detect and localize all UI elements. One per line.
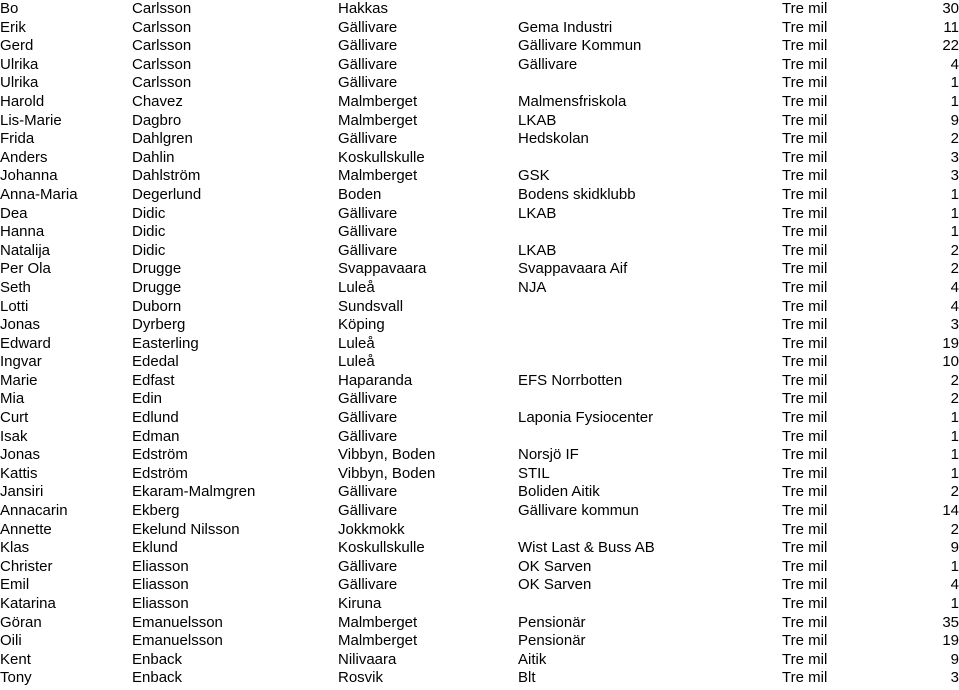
count-cell: 1 — [950, 223, 959, 241]
table-row — [0, 316, 959, 335]
last-name-cell: Edman — [132, 427, 180, 445]
place-cell: Koskullskulle — [338, 148, 425, 166]
club-cell: LKAB — [518, 204, 557, 222]
count-cell: 4 — [950, 55, 959, 73]
place-cell: Malmberget — [338, 167, 418, 185]
first-name-cell: Harold — [0, 92, 45, 110]
table-row — [0, 353, 959, 372]
first-name-cell: Lis-Marie — [0, 111, 62, 129]
race-cell: Tre mil — [782, 278, 828, 296]
last-name-cell: Carlsson — [132, 37, 192, 55]
place-cell: Gällivare — [338, 204, 398, 222]
place-cell: Gällivare — [338, 223, 398, 241]
first-name-cell: Edward — [0, 334, 51, 352]
table-row — [0, 558, 959, 577]
count-cell: 2 — [950, 260, 959, 278]
table-row — [0, 521, 959, 540]
count-cell: 19 — [942, 334, 959, 352]
club-cell: LKAB — [518, 111, 557, 129]
last-name-cell: Chavez — [132, 92, 183, 110]
count-cell: 4 — [950, 278, 959, 296]
race-cell: Tre mil — [782, 669, 828, 687]
first-name-cell: Emil — [0, 576, 30, 594]
count-cell: 1 — [950, 204, 959, 222]
club-cell — [518, 223, 782, 242]
first-name-cell: Marie — [0, 371, 38, 389]
club-cell: Gällivare — [518, 55, 578, 73]
table-row — [0, 260, 959, 279]
table-row — [0, 576, 959, 595]
club-cell — [518, 74, 782, 93]
table-row — [0, 539, 959, 558]
race-cell: Tre mil — [782, 632, 828, 650]
place-cell: Svappavaara — [338, 260, 427, 278]
last-name-cell: Ekelund Nilsson — [132, 520, 240, 538]
race-cell: Tre mil — [782, 55, 828, 73]
last-name-cell: Emanuelsson — [132, 632, 223, 650]
table-row — [0, 19, 959, 38]
first-name-cell: Oili — [0, 632, 22, 650]
last-name-cell: Carlsson — [132, 55, 192, 73]
last-name-cell: Emanuelsson — [132, 613, 223, 631]
first-name-cell: Seth — [0, 278, 31, 296]
last-name-cell: Drugge — [132, 278, 182, 296]
table-row — [0, 279, 959, 298]
first-name-cell: Christer — [0, 557, 53, 575]
first-name-cell: Göran — [0, 613, 42, 631]
table-row — [0, 56, 959, 75]
club-cell: Pensionär — [518, 613, 586, 631]
last-name-cell: Dahlström — [132, 167, 201, 185]
table-row — [0, 372, 959, 391]
count-cell: 1 — [950, 409, 959, 427]
place-cell: Gällivare — [338, 409, 398, 427]
club-cell: Wist Last & Buss AB — [518, 539, 655, 557]
first-name-cell: Erik — [0, 18, 26, 36]
club-cell — [518, 390, 782, 409]
count-cell: 1 — [950, 557, 959, 575]
place-cell: Sundsvall — [338, 297, 404, 315]
club-cell: Malmensfriskola — [518, 92, 627, 110]
place-cell: Gällivare — [338, 37, 398, 55]
first-name-cell: Tony — [0, 669, 32, 687]
place-cell: Gällivare — [338, 502, 398, 520]
race-cell: Tre mil — [782, 371, 828, 389]
club-cell: Pensionär — [518, 632, 586, 650]
table-row — [0, 390, 959, 409]
count-cell: 2 — [950, 130, 959, 148]
table-row — [0, 428, 959, 447]
table-row — [0, 223, 959, 242]
club-cell — [518, 353, 782, 372]
count-cell: 9 — [950, 111, 959, 129]
club-cell: LKAB — [518, 241, 557, 259]
club-cell — [518, 316, 782, 335]
race-cell: Tre mil — [782, 37, 828, 55]
club-cell: Hedskolan — [518, 130, 589, 148]
club-cell: OK Sarven — [518, 576, 592, 594]
race-cell: Tre mil — [782, 334, 828, 352]
race-cell: Tre mil — [782, 595, 828, 612]
last-name-cell: Dahlin — [132, 148, 175, 166]
place-cell: Luleå — [338, 334, 375, 352]
count-cell: 2 — [950, 483, 959, 501]
race-cell: Tre mil — [782, 483, 828, 501]
first-name-cell: Anna-Maria — [0, 185, 78, 203]
table-row — [0, 446, 959, 465]
last-name-cell: Didic — [132, 204, 166, 222]
last-name-cell: Dagbro — [132, 111, 182, 129]
table-row — [0, 74, 959, 93]
first-name-cell: Jonas — [0, 316, 41, 334]
count-cell: 4 — [950, 297, 959, 315]
first-name-cell: Lotti — [0, 297, 29, 315]
count-cell: 2 — [950, 520, 959, 538]
first-name-cell: Annacarin — [0, 502, 68, 520]
first-name-cell: Mia — [0, 390, 25, 408]
first-name-cell: Curt — [0, 409, 29, 427]
last-name-cell: Duborn — [132, 297, 182, 315]
count-cell: 22 — [942, 37, 959, 55]
club-cell: STIL — [518, 464, 550, 482]
place-cell: Gällivare — [338, 130, 398, 148]
count-cell: 11 — [943, 18, 959, 36]
last-name-cell: Carlsson — [132, 18, 192, 36]
race-cell: Tre mil — [782, 520, 828, 538]
race-cell: Tre mil — [782, 297, 828, 315]
club-cell: Norsjö IF — [518, 446, 579, 464]
count-cell: 1 — [950, 464, 959, 482]
place-cell: Malmberget — [338, 111, 418, 129]
last-name-cell: Carlsson — [132, 74, 192, 92]
club-cell: NJA — [518, 278, 547, 296]
count-cell: 1 — [950, 446, 959, 464]
first-name-cell: Katarina — [0, 595, 56, 612]
club-cell: GSK — [518, 167, 550, 185]
club-cell: Boliden Aitik — [518, 483, 600, 501]
club-cell — [518, 335, 782, 354]
last-name-cell: Didic — [132, 241, 166, 259]
race-cell: Tre mil — [782, 241, 828, 259]
table-row — [0, 632, 959, 651]
first-name-cell: Ulrika — [0, 55, 39, 73]
club-cell — [518, 0, 782, 19]
table-row — [0, 149, 959, 168]
race-cell: Tre mil — [782, 185, 828, 203]
count-cell: 1 — [950, 92, 959, 110]
club-cell — [518, 149, 782, 168]
table-row — [0, 669, 959, 688]
place-cell: Boden — [338, 185, 382, 203]
last-name-cell: Enback — [132, 669, 183, 687]
first-name-cell: Hanna — [0, 223, 45, 241]
place-cell: Kiruna — [338, 595, 382, 612]
last-name-cell: Easterling — [132, 334, 199, 352]
place-cell: Luleå — [338, 353, 375, 371]
first-name-cell: Per Ola — [0, 260, 51, 278]
first-name-cell: Annette — [0, 520, 52, 538]
club-cell: Laponia Fysiocenter — [518, 409, 654, 427]
race-cell: Tre mil — [782, 353, 828, 371]
table-row — [0, 93, 959, 112]
race-cell: Tre mil — [782, 316, 828, 334]
club-cell: Gällivare kommun — [518, 502, 639, 520]
race-cell: Tre mil — [782, 92, 828, 110]
club-cell: OK Sarven — [518, 557, 592, 575]
table-row — [0, 130, 959, 149]
club-cell — [518, 521, 782, 540]
place-cell: Malmberget — [338, 92, 418, 110]
race-cell: Tre mil — [782, 74, 828, 92]
count-cell: 10 — [942, 353, 959, 371]
club-cell — [518, 428, 782, 447]
place-cell: Nilivaara — [338, 650, 397, 668]
first-name-cell: Kent — [0, 650, 31, 668]
count-cell: 2 — [950, 390, 959, 408]
place-cell: Gällivare — [338, 427, 398, 445]
count-cell: 14 — [942, 502, 959, 520]
last-name-cell: Eklund — [132, 539, 178, 557]
table-row — [0, 37, 959, 56]
place-cell: Gällivare — [338, 55, 398, 73]
last-name-cell: Eliasson — [132, 576, 189, 594]
last-name-cell: Degerlund — [132, 185, 202, 203]
count-cell: 1 — [950, 74, 959, 92]
table-row — [0, 614, 959, 633]
place-cell: Köping — [338, 316, 385, 334]
club-cell: Svappavaara Aif — [518, 260, 628, 278]
last-name-cell: Ededal — [132, 353, 179, 371]
count-cell: 3 — [950, 669, 959, 687]
place-cell: Gällivare — [338, 390, 398, 408]
last-name-cell: Edström — [132, 464, 188, 482]
place-cell: Gällivare — [338, 74, 398, 92]
count-cell: 1 — [950, 185, 959, 203]
club-cell — [518, 595, 782, 614]
race-cell: Tre mil — [782, 204, 828, 222]
club-cell: Gällivare Kommun — [518, 37, 642, 55]
first-name-cell: Bo — [0, 0, 19, 17]
race-cell: Tre mil — [782, 167, 828, 185]
place-cell: Haparanda — [338, 371, 413, 389]
club-cell: Aitik — [518, 650, 547, 668]
race-cell: Tre mil — [782, 446, 828, 464]
table-row — [0, 242, 959, 261]
last-name-cell: Dyrberg — [132, 316, 186, 334]
race-cell: Tre mil — [782, 390, 828, 408]
club-cell: Gema Industri — [518, 18, 613, 36]
table-row — [0, 595, 959, 614]
table-row — [0, 483, 959, 502]
first-name-cell: Dea — [0, 204, 28, 222]
race-cell: Tre mil — [782, 223, 828, 241]
place-cell: Gällivare — [338, 483, 398, 501]
race-cell: Tre mil — [782, 130, 828, 148]
race-cell: Tre mil — [782, 427, 828, 445]
club-cell: Blt — [518, 669, 536, 687]
count-cell: 30 — [942, 0, 959, 17]
race-cell: Tre mil — [782, 613, 828, 631]
count-cell: 19 — [942, 632, 959, 650]
table-row — [0, 409, 959, 428]
race-cell: Tre mil — [782, 260, 828, 278]
count-cell: 1 — [950, 427, 959, 445]
last-name-cell: Ekaram-Malmgren — [132, 483, 256, 501]
count-cell: 4 — [950, 576, 959, 594]
place-cell: Vibbyn, Boden — [338, 464, 436, 482]
count-cell: 35 — [942, 613, 959, 631]
last-name-cell: Eliasson — [132, 595, 189, 612]
place-cell: Hakkas — [338, 0, 389, 17]
last-name-cell: Drugge — [132, 260, 182, 278]
count-cell: 9 — [950, 539, 959, 557]
place-cell: Rosvik — [338, 669, 384, 687]
club-cell — [518, 298, 782, 317]
race-cell: Tre mil — [782, 148, 828, 166]
last-name-cell: Ekberg — [132, 502, 180, 520]
last-name-cell: Carlsson — [132, 0, 192, 17]
count-cell: 3 — [950, 316, 959, 334]
race-cell: Tre mil — [782, 502, 828, 520]
first-name-cell: Anders — [0, 148, 48, 166]
table-row — [0, 205, 959, 224]
first-name-cell: Frida — [0, 130, 35, 148]
race-cell: Tre mil — [782, 650, 828, 668]
race-cell: Tre mil — [782, 539, 828, 557]
last-name-cell: Didic — [132, 223, 166, 241]
place-cell: Gällivare — [338, 557, 398, 575]
last-name-cell: Edström — [132, 446, 188, 464]
first-name-cell: Jansiri — [0, 483, 44, 501]
place-cell: Gällivare — [338, 576, 398, 594]
last-name-cell: Edlund — [132, 409, 179, 427]
last-name-cell: Enback — [132, 650, 183, 668]
first-name-cell: Johanna — [0, 167, 58, 185]
count-cell: 2 — [950, 241, 959, 259]
table-row — [0, 112, 959, 131]
race-cell: Tre mil — [782, 111, 828, 129]
last-name-cell: Edfast — [132, 371, 175, 389]
table-row — [0, 186, 959, 205]
first-name-cell: Natalija — [0, 241, 51, 259]
first-name-cell: Kattis — [0, 464, 38, 482]
place-cell: Gällivare — [338, 18, 398, 36]
count-cell: 9 — [950, 650, 959, 668]
race-cell: Tre mil — [782, 576, 828, 594]
count-cell: 2 — [950, 371, 959, 389]
first-name-cell: Isak — [0, 427, 28, 445]
place-cell: Malmberget — [338, 632, 418, 650]
first-name-cell: Ulrika — [0, 74, 39, 92]
table-row — [0, 167, 959, 186]
race-cell: Tre mil — [782, 18, 828, 36]
race-cell: Tre mil — [782, 557, 828, 575]
race-cell: Tre mil — [782, 0, 828, 17]
race-cell: Tre mil — [782, 464, 828, 482]
race-cell: Tre mil — [782, 409, 828, 427]
club-cell: EFS Norrbotten — [518, 371, 623, 389]
last-name-cell: Eliasson — [132, 557, 189, 575]
table-row — [0, 465, 959, 484]
table-row — [0, 651, 959, 670]
first-name-cell: Jonas — [0, 446, 41, 464]
place-cell: Vibbyn, Boden — [338, 446, 436, 464]
count-cell: 3 — [950, 167, 959, 185]
last-name-cell: Dahlgren — [132, 130, 193, 148]
place-cell: Malmberget — [338, 613, 418, 631]
place-cell: Jokkmokk — [338, 520, 405, 538]
count-cell: 3 — [950, 148, 959, 166]
first-name-cell: Ingvar — [0, 353, 42, 371]
first-name-cell: Gerd — [0, 37, 34, 55]
table-row — [0, 298, 959, 317]
place-cell: Koskullskulle — [338, 539, 425, 557]
table-row — [0, 0, 959, 19]
table-row — [0, 502, 959, 521]
count-cell: 1 — [950, 595, 959, 612]
place-cell: Gällivare — [338, 241, 398, 259]
last-name-cell: Edin — [132, 390, 163, 408]
table-row — [0, 335, 959, 354]
first-name-cell: Klas — [0, 539, 30, 557]
club-cell: Bodens skidklubb — [518, 185, 636, 203]
place-cell: Luleå — [338, 278, 375, 296]
